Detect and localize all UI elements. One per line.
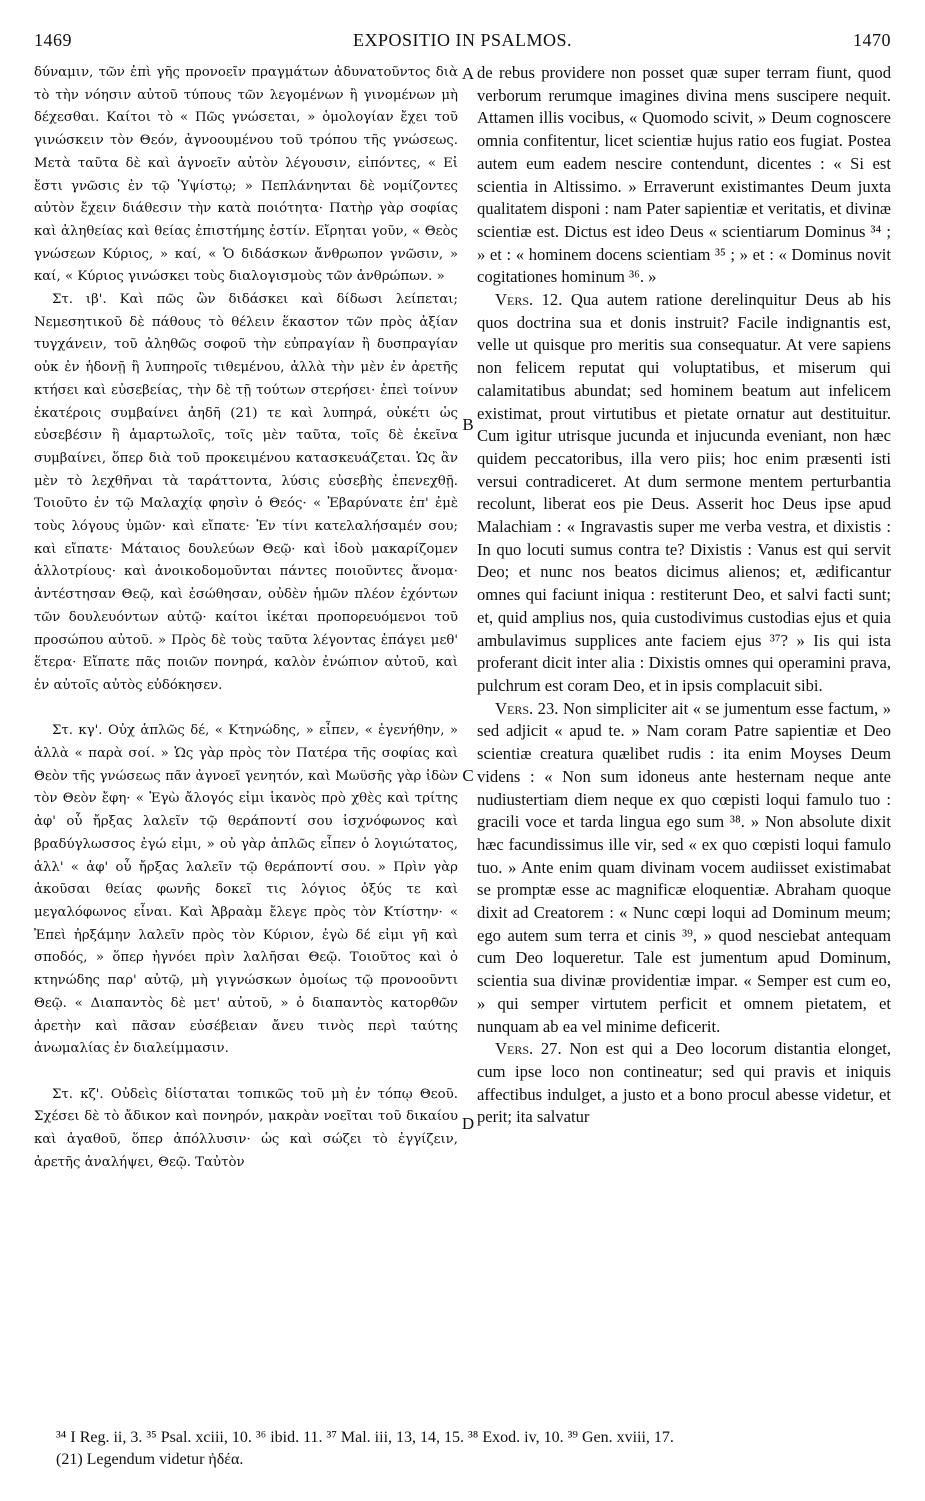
greek-paragraph: Στ. κγ'. Οὐχ ἁπλῶς δέ, « Κτηνώδης, » εἶπεν, « ἐγενήθην, » ἀλλὰ « παρὰ σοί. » Ὡς γὰρ πρὸς τὸν Πατέρα τῆς σοφίας καὶ Θεὸν τῆς γνώσεως πᾶν ἀγνοεῖ γενητόν, καὶ Μωϋσῆς γὰρ ἰδὼν τὸν Θεὸν ἔφη· « Ἐγὼ ἄλογός εἰμι ἱκανὸς πρὸ χθὲς καὶ τρίτης ἀφ' οὗ ἤρξας λαλεῖν τῷ θεράποντί σου ἰσχνόφωνος καὶ βραδύγλωσσος ἐγώ εἰμι, » οὐ γὰρ ἁπλῶς εἶπεν ὁ λογιώτατος, ἀλλ' « ἀφ' οὗ ἤρξας λαλεῖν τῷ θεράποντί σου. » Πρὶν γὰρ ἀκοῦσαι θείας φωνῆς δοκεῖ τις λόγιος ὀξύς τε καὶ μεγαλόφωνος εἶναι. Καὶ Ἀβραὰμ ἔλεγε πρὸς τὸν Κτίστην· « Ἐπεὶ ἠρξάμην λαλεῖν πρὸς τὸν Κύριον, ἐγὼ δέ εἰμι γῆ καὶ σποδός, » ὅπερ ἠγνόει πρὶν λαλῆσαι Θεῷ. Τοιοῦτος καὶ ὁ κτηνώδης παρ' αὐτῷ, μὴ γιγνώσκων ὁμοίως τῷ προνοοῦντι Θεῷ. « Διαπαντὸς δὲ μετ' αὐτοῦ, » ὁ διαπαντὸς κατορθῶν ἀρετὴν καὶ πᾶσαν εὐσέβειαν ἄνευ τινὸς περὶ ταύτης ἀνωμαλίας ἐν διαλείμμασιν.: [34, 723, 458, 1057]
greek-column: [34, 62, 458, 1412]
verse-label: Vers. 27.: [495, 1039, 562, 1059]
greek-paragraph: Στ. κζ'. Οὐδεὶς δἱίσταται τοπικῶς τοῦ μὴ ἐν τόπῳ Θεοῦ. Σχέσει δὲ τὸ ἄδικον καὶ πονηρόν, μακρὰν νοεῖται τοῦ δικαίου καὶ ἀγαθοῦ, ὅπερ ἀπόλλυσιν· ὡς καὶ σώζει τὸ ἐγγίζειν, ἀρετῆς ἀναλήψει, Θεῷ. Ταὐτὸν: [34, 1086, 458, 1170]
margin-letter-b: B: [462, 415, 474, 434]
margin-letter-c: C: [462, 766, 474, 785]
page-number-left: 1469: [34, 30, 72, 50]
running-title: EXPOSITIO IN PSALMOS.: [352, 30, 573, 50]
margin-letter-a: A: [461, 64, 475, 83]
latin-paragraph: de rebus providere non posset quæ super terram fiunt, quod verborum rerumque imagines divina mens suscipere nequit. Attamen illis vocibus, « Quomodo scivit, » Deum cognoscere omnia confitentur, licet scientiæ hujus ratio eos fugiat. Postea autem eum eadem nescire contendunt, dicentes : « Si est scientia in Altissimo. » Erraverunt existimantes Deum juxta qualitatem disponi : nam Pater sapientiæ et veritatis, et divinæ scientiæ est. Dictus est ideo Deus « scientiarum Dominus ³⁴ ; » et : « hominem docens scientiam ³⁵ ; » et : « Dominus novit cogitationes hominum ³⁶. »: [477, 63, 891, 287]
footnote-note: (21) Legendum videtur ἠδέα.: [56, 1451, 244, 1468]
verse-label: Vers. 23.: [495, 698, 559, 718]
latin-paragraph: [477, 289, 891, 698]
running-header: [34, 30, 891, 56]
greek-paragraph: δύναμιν, τῶν ἐπὶ γῆς προνοεῖν πραγμάτων ἀδυνατοῦντος διὰ τὸ τὴν νόησιν αὐτοῦ τύπους τῶν λεγομένων ἢ γινομένων μὴ δέχεσθαι. Καίτοι τὸ « Πῶς γνώσεται, » ὁμολογίαν ἔχει τοῦ γινώσκειν τὸν Θεόν, ἀγνοουμένου τοῦ τρόπου τῆς γνώσεως. Μετὰ ταῦτα δὲ καὶ ἀγνοεῖν αὐτὸν λέγουσιν, εἰπόντες, « Εἰ ἔστι γνῶσις ἐν τῷ Ὑψίστῳ; » Πεπλάνηνται δὲ νομίζοντες αὐτὸν ἔχειν διάθεσιν τὴν κατὰ ποιότητα· Πατὴρ γὰρ σοφίας καὶ ἀληθείας καὶ θείας ἐπιστήμης ἐστίν. Εἴρηται γοῦν, « Θεὸς γνώσεων Κύριος, » καί, « Ὁ διδάσκων ἄνθρωπον γνῶσιν, » καί, « Κύριος γινώσκει τοὺς διαλογισμοὺς τῶν ἀνθρώπων. »: [34, 65, 458, 285]
verse-text: Non est qui a Deo locorum distantia elonget, cum ipse loco non contineatur; sed qui pravis et iniquis affectibus indulget, a justo et a bono procul abesse videtur, et perit; ita salvatur: [477, 1039, 891, 1127]
footnote-references: ³⁴ I Reg. ii, 3. ³⁵ Psal. xciii, 10. ³⁶ ibid. 11. ³⁷ Mal. iii, 13, 14, 15. ³⁸ Exod. iv, 10. ³⁹ Gen. xviii, 17.: [56, 1429, 674, 1446]
greek-paragraph: Στ. ιβ'. Καὶ πῶς ὢν διδάσκει καὶ δίδωσι λείπεται; Νεμεσητικοῦ δὲ πάθους τὸ θέλειν ἕκαστον τῶν πρὸς ἀξίαν τυγχάνειν, τοῦ ἀληθῶς σοφοῦ τὴν εὐπραγίαν ἢ δυσπραγίαν οὐκ ἐν ἡδονῇ ἢ λυπηροῖς τιθεμένου, ἀλλὰ τὴν μὲν ἐν ἀρετῆς κτήσει καὶ εὐσεβείας, τὴν δὲ τῇ τούτων στερήσει· ἐπεὶ τοίνυν ἑκατέροις συμβαίνει ἀηδῆ (21) τε καὶ λυπηρά, οὐκέτι ὡς εὐσεβέσιν ἢ ἁμαρτωλοῖς, τοῖς μὲν ταῦτα, τοῖς δὲ ἐκεῖνα συμβαίνει, ὅπερ διὰ τοῦ προκειμένου κατασκευάζεται. Ὡς ἂν μὲν τὸ λεχθῆναι τὰ ταράττοντα, λύσις εὐσεβὴς ἐπενεχθῇ. Τοιοῦτο ἐν τῷ Μαλαχίᾳ φησὶν ὁ Θεός· « Ἐβαρύνατε ἐπ' ἐμὲ τοὺς λόγους ὑμῶν· καὶ εἴπατε· Ἐν τίνι κατελαλήσαμέν σου; καὶ εἴπατε· Μάταιος δουλεύων Θεῷ· καὶ ἰδοὺ μακαρίζομεν ἀλλοτρίους· καὶ ἀνοικοδομοῦνται πάντες ποιοῦντες ἄνομα· ἀντέστησαν Θεῷ, καὶ ἐσώθησαν, οὐδὲν ἡμῶν πλέον ἐχόντων τῶν δουλευόντων αὐτῷ· καίτοι ἱκέται προπορευόμενοι τοῦ προσώπου αὐτοῦ. » Πρὸς δὲ τοὺς ταῦτα λέγοντας ἐπάγει μεθ' ἕτερα· Εἴπατε πᾶς ποιῶν πονηρά, καλὸν ἐνώπιον αὐτοῦ, καὶ ἐν αὐτοῖς αὐτὸς εὐδόκησεν.: [34, 292, 458, 693]
verse-text: Qua autem ratione derelinquitur Deus ab his quos doctrina sua et donis instruit? Facile indignantis est, velle ut quisque pro meritis sua consequatur. At vere sapiens non felicem reputat qui voluptatibus, et miserum qui calamitatibus abundat; sed hominem beatum aut infelicem existimat, prout virtutibus et pietate ornatur aut destituitur. Cum igitur utrisque jucunda et injucunda eveniant, non hæc quidem peccatoribus, illa vero piis; hoc enim præsenti isti versui contradiceret. At dum sermone mentem perturbantia recolunt, liberat eos pie Deus. Asserit hoc Deus ipse apud Malachiam : « Ingravastis super me verba vestra, et dixistis : In quo locuti sumus contra te? Dixistis : Vanus est qui servit Deo; et nunc nos beatos dicimus alienos; et, ædificantur omnes qui faciunt iniqua : restiterunt Deo, et salvi facti sunt; et, quid amplius nos, quia custodivimus custodias ejus et quia ambulavimus supplices ante faciem ejus ³⁷? » Iis qui ista proferant dicit inter alia : Dixistis omnes qui operamini prava, pulchrum est coram Deo, et in ipsis complacuit sibi.: [477, 290, 891, 695]
verse-text: Non simpliciter ait « se jumentum esse factum, » sed adjicit « apud te. » Nam coram Patre sapientiæ et Deo scientiæ creatura quælibet rudis : ita enim Moyses Deum videns : « Non sum idoneus ante hesternam neque ante nudiustertiam diem neque ex quo cœpisti loqui famulo tuo : gracili voce et tarda lingua ego sum ³⁸. » Non absolute dixit hæc facundissimus ille vir, sed « ex quo cœpisti loqui famulo tuo. » Ante enim quam divinam vocem audiisset existimabat se promptæ esse ac magnificæ eloquentiæ. Abraham quoque dixit ad Creatorem : « Nunc cœpi loqui ad Dominum meum; ego autem sum terra et cinis ³⁹, » quod nesciebat antequam cum Deo loqueretur. Tale est jumentum apud Dominum, scientia sua divinæ providentiæ impar. « Semper est cum eo, » qui semper virtutem perficit et omnem pietatem, et nunquam ab ea vel minime deficerit.: [477, 698, 891, 1036]
latin-paragraph: [477, 698, 891, 1039]
footnotes: [56, 1427, 896, 1471]
latin-column: [477, 62, 891, 1412]
page-number-right: 1470: [853, 30, 891, 50]
verse-label: Vers. 12.: [495, 290, 563, 310]
margin-letter-d: D: [461, 1114, 475, 1133]
latin-paragraph: [477, 1038, 891, 1129]
